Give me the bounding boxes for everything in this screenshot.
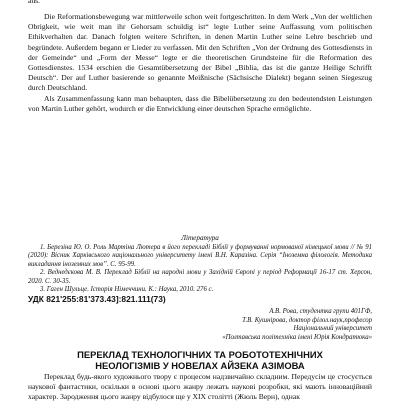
affiliation-line: «Полтавська політехніка імені Юрія Кондратюка»: [222, 333, 372, 341]
title-line: ПЕРЕКЛАД ТЕХНОЛОГІЧНИХ ТА РОБОТОТЕХНІЧНИХ: [77, 349, 323, 360]
author-line: А.В. Рова, студентка групи 401ГФ,: [269, 308, 372, 315]
reference-item: 3. Гаген Шульце. Історія Німеччини. К.: Наука, 2010. 276 с.: [40, 286, 214, 294]
reference-list: [28, 244, 372, 294]
previous-paragraph-end: aus.: [28, 0, 41, 5]
body-text: [28, 12, 372, 114]
paragraph-reformation: Die Reformationsbewegung war mittlerweile schon weit fortgeschritten. In dem Werk „Von der weltlichen Obrigkeit, wie weit man ihr Gehorsam schuldig ist“ legte Luther seine Auffassung vom politischen Ethikverhalten dar. Danach folgten weitere Schriften, in denen Martin Luther seine Lehre beschrieb und begründete. Außerdem begann er Lieder zu verfassen. Mit den Schriften „Von der Ordnung des Gottesdiensts in der Gemeinde“ und „Form der Messe“ legte er die theoretischen Grundsteine für die Reformation des Gottesdienstes. 1534 erschien die Gesamtübersetzung der Bibel „Biblia, das ist die gantze Heilige Schrifft Deutsch“. Der auf Luther basierende so genannte Meißnische (Sächsische Dialekt) begann seinen Siegeszug durch Deutschland.: [28, 12, 372, 93]
article-title: [0, 349, 400, 371]
reference-item: 2. Веднедєкова М. В. Переклад Біблії на народні мови у Західній Європі у період Реформації 16-17 ст. Херсон, 2020. С. 30-35.: [28, 269, 372, 285]
literature-heading: Література: [181, 234, 219, 242]
paragraph-conclusion: Als Zusammenfassung kann man behaupten, dass die Bibelübersetzung zu den bedeutendsten Leistungen von Martin Luther gehört, wodurch er die Entwicklung einer deutschen Sprache ermöglichte.: [28, 93, 372, 113]
title-line: НЕОЛОГІЗМІВ У НОВЕЛАХ АЙЗЕКА АЗІМОВА: [95, 360, 305, 371]
reference-item: 1. Березіна Ю. О. Роль Мартіна Лютера в його перекладі Біблії у формуванні нормованої німецької мови // № 91 (2020): Вісник Харківського національного університету імені В.Н. Каразіна. Серія “Іноземна філологія. Методика викладання іноземних мов”. С. 95-99.: [28, 244, 372, 268]
affiliation-line: Національний університет: [293, 325, 372, 333]
author-line: Т.В. Кушнірова, доктор філол.наук,професор: [242, 316, 372, 324]
udc-code: УДК 821'255:81'373.43]:821.111(73): [28, 294, 166, 304]
article-intro: [28, 372, 372, 402]
intro-paragraph: Переклад будь-якого художнього твору є процесом надзвичайно складним. Передусім це стосується наукової фантастики, оскільки в основі цього жанру лежать наукові розробки, які мають інноваційний характер. Зародження цього жанру відбулося ще у ХІХ столітті (Жюль Верн), однак: [28, 372, 372, 401]
author-block: [112, 308, 372, 342]
